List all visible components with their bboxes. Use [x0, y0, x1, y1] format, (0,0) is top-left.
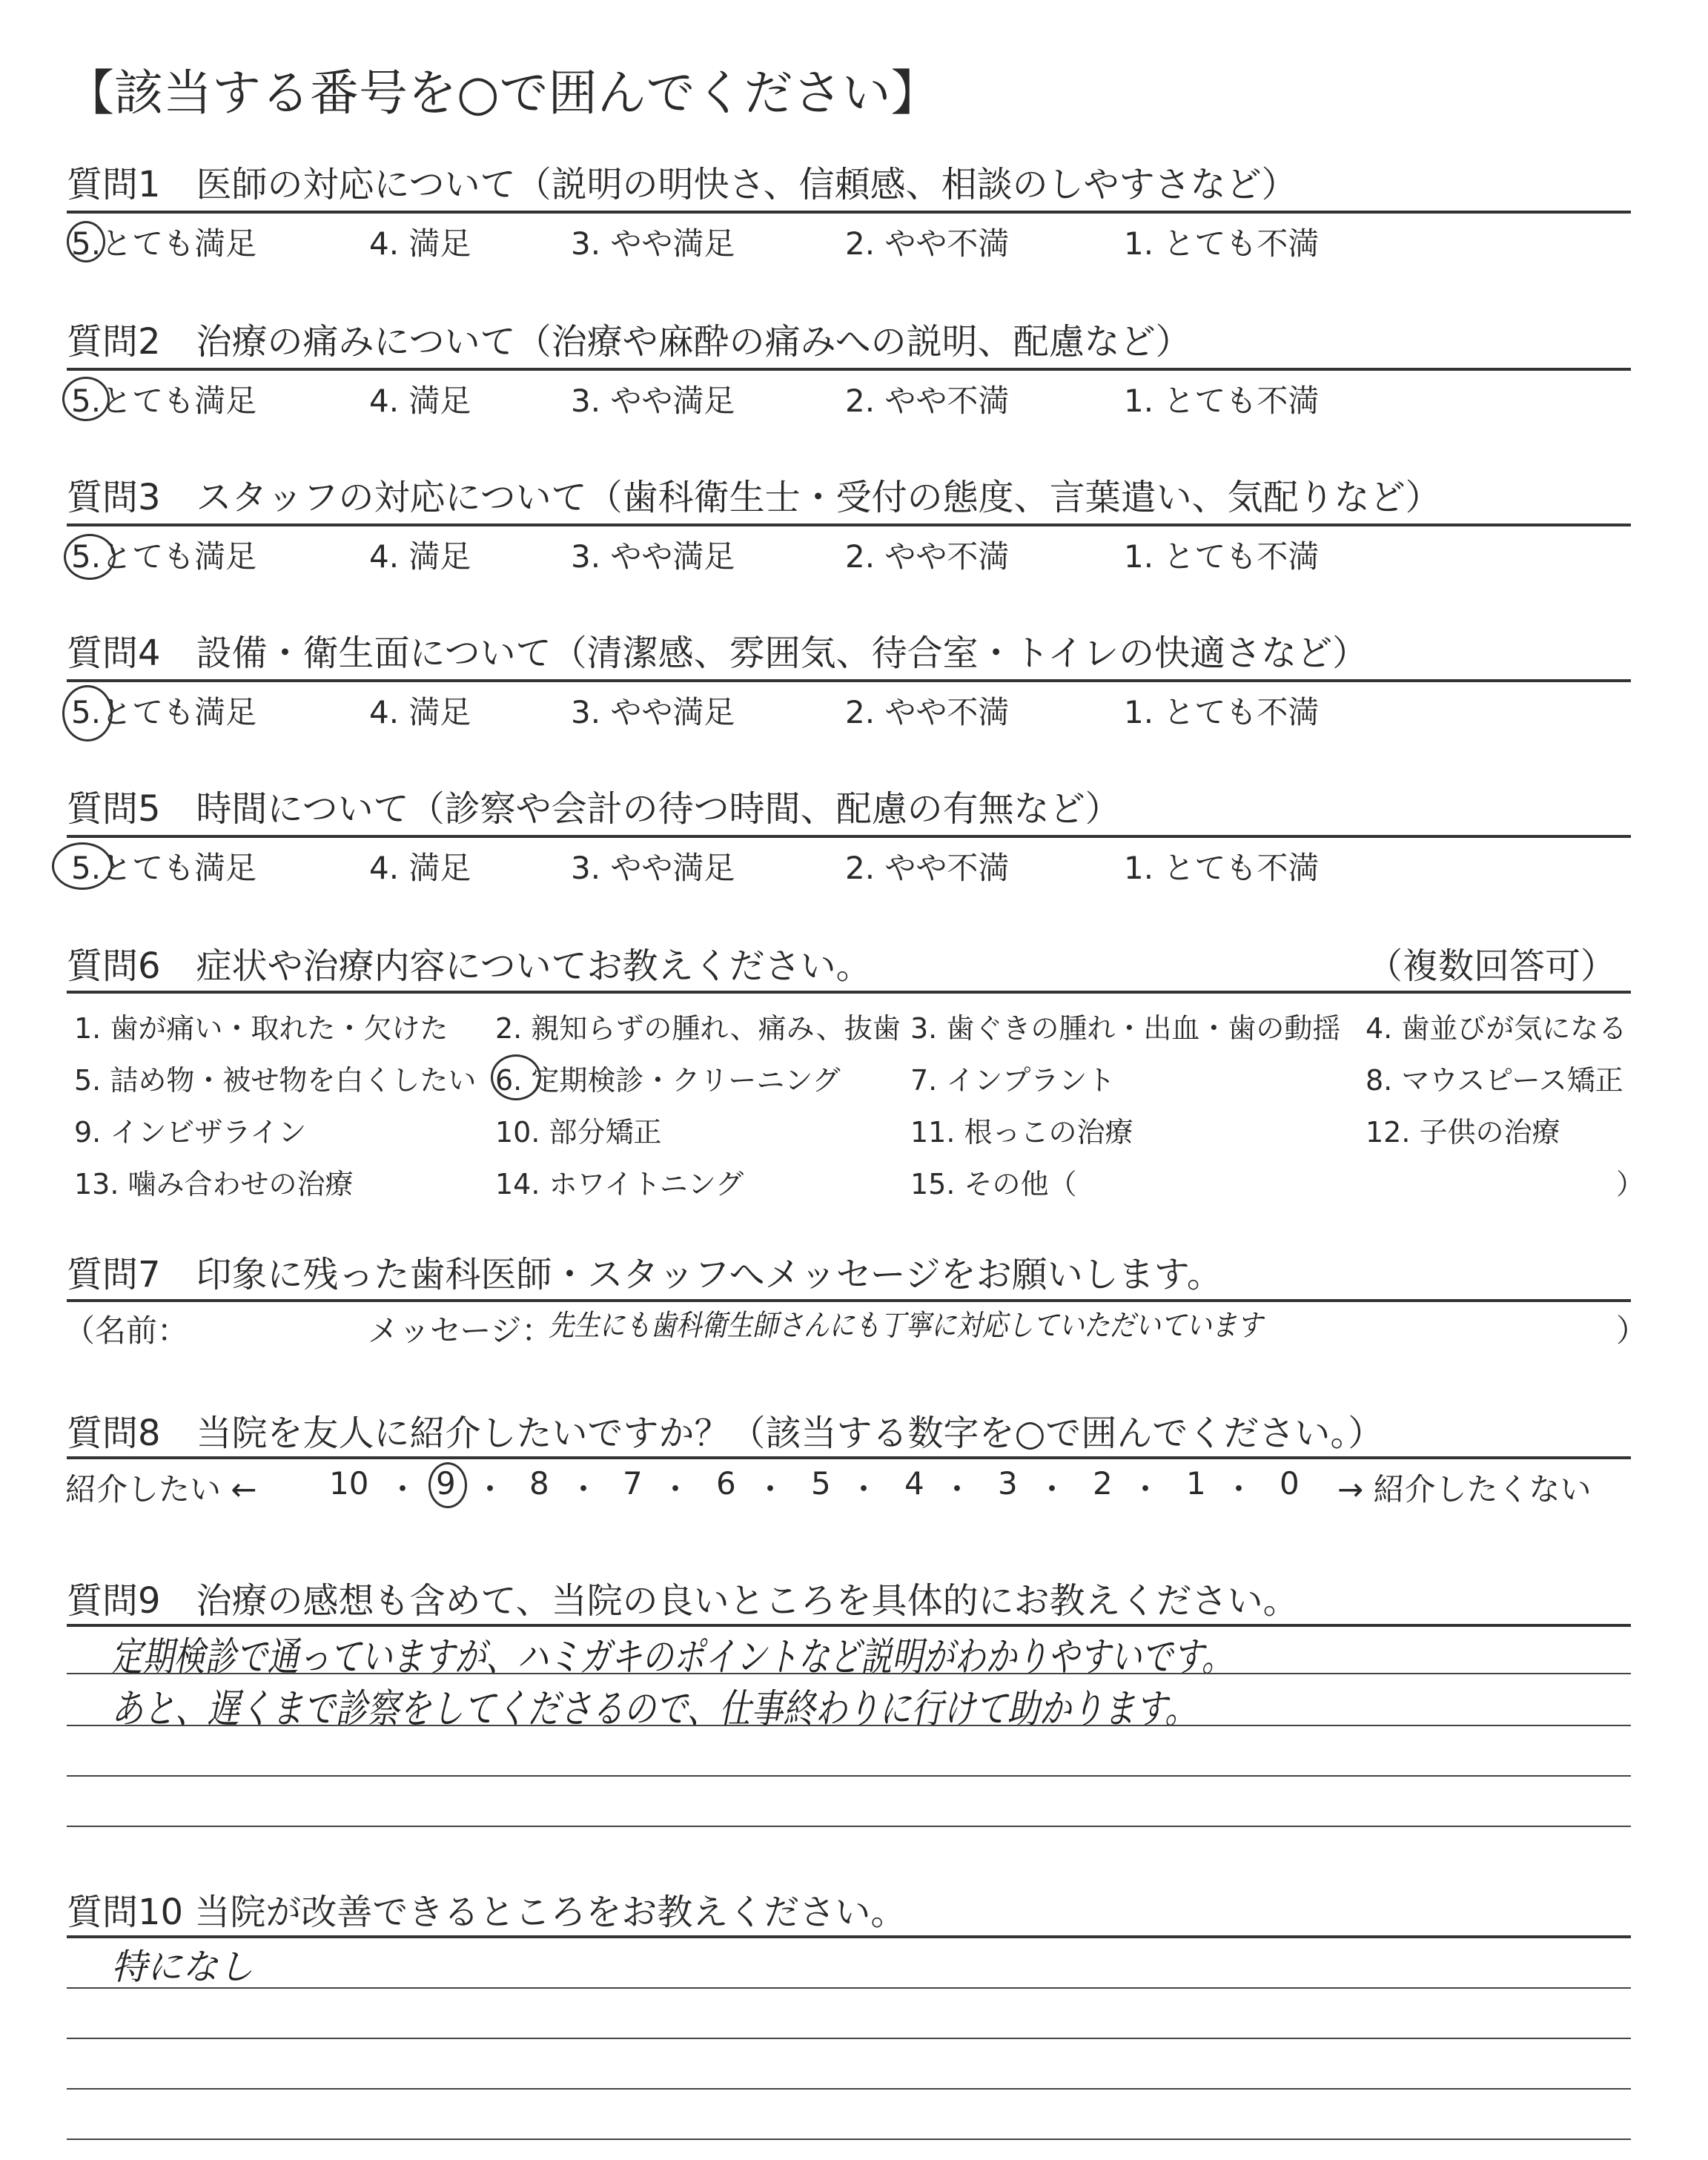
- q8-dot: ・: [474, 1471, 506, 1507]
- q7-message-answer[interactable]: 先生にも歯科衛生師さんにも丁寧に対応していただいています: [549, 1309, 1263, 1343]
- q6-options: [0, 1005, 1708, 1221]
- q10-title: 質問10 当院が改善できるところをお教えください。: [67, 1892, 907, 1933]
- q3-option-4[interactable]: 4. 満足: [369, 538, 471, 575]
- q3-options: [0, 532, 1708, 577]
- q5-option-1[interactable]: 1. とても不満: [1124, 850, 1320, 886]
- q6-option-12[interactable]: 12. 子供の治療: [1366, 1116, 1560, 1149]
- q5-option-3[interactable]: 3. やや満足: [571, 850, 735, 886]
- q1-title: 質問1 医師の対応について（説明の明快さ、信頼感、相談のしやすさなど）: [67, 164, 1297, 205]
- q2-title: 質問2 治療の痛みについて（治療や麻酔の痛みへの説明、配慮など）: [67, 321, 1191, 363]
- q6-option-15[interactable]: 15. その他（: [910, 1168, 1077, 1200]
- q2-option-5[interactable]: 5.とても満足: [71, 383, 257, 419]
- q8-scale-10[interactable]: 10: [329, 1465, 369, 1502]
- q4-option-5[interactable]: 5.とても満足: [71, 694, 257, 730]
- q8-scale-6[interactable]: 6: [716, 1465, 736, 1502]
- q8-scale-4[interactable]: 4: [904, 1465, 924, 1502]
- q9-answer-line-2[interactable]: あと、遅くまで診察をしてくださるので、仕事終わりに行けて助かります。: [111, 1685, 1197, 1732]
- q8-scale-3[interactable]: 3: [998, 1465, 1018, 1502]
- q3-title: 質問3 スタッフの対応について（歯科衛生士・受付の態度、言葉遣い、気配りなど）: [67, 477, 1441, 518]
- q9-answer-line-rule: [67, 1775, 1631, 1777]
- q4-title: 質問4 設備・衛生面について（清潔感、雰囲気、待合室・トイレの快適さなど）: [67, 633, 1368, 674]
- q10-answer-line-rule: [67, 2038, 1631, 2039]
- q6-option-1[interactable]: 1. 歯が痛い・取れた・欠けた: [74, 1012, 448, 1045]
- q2-option-4[interactable]: 4. 満足: [369, 383, 471, 419]
- q7-title: 質問7 印象に残った歯科医師・スタッフへメッセージをお願いします。: [67, 1254, 1222, 1295]
- q5-option-4[interactable]: 4. 満足: [369, 850, 471, 886]
- q9-answer-line-rule: [67, 1673, 1631, 1674]
- q8-scale-2[interactable]: 2: [1093, 1465, 1113, 1502]
- q9-answer-line-1[interactable]: 定期検診で通っていますが、ハミガキのポイントなど説明がわかりやすいです。: [111, 1634, 1233, 1680]
- q6-option-2[interactable]: 2. 親知らずの腫れ、痛み、抜歯: [495, 1012, 901, 1045]
- q6-option-5[interactable]: 5. 詰め物・被せ物を白くしたい: [74, 1064, 477, 1097]
- q7-close-paren: ）: [1616, 1312, 1648, 1349]
- q3-option-5[interactable]: 5.とても満足: [71, 538, 257, 575]
- q8-left-label: 紹介したい ←: [65, 1471, 257, 1507]
- q5-option-5[interactable]: 5.とても満足: [71, 850, 257, 886]
- q8-dot: ・: [848, 1471, 880, 1507]
- q5-rule: [67, 835, 1631, 838]
- q9-title: 質問9 治療の感想も含めて、当院の良いところを具体的にお教えください。: [67, 1580, 1299, 1622]
- q8-dot: ・: [941, 1471, 973, 1507]
- q6-title: 質問6 症状や治療内容についてお教えください。: [67, 945, 872, 987]
- q6-option-13[interactable]: 13. 噛み合わせの治療: [74, 1168, 354, 1200]
- q1-options: [0, 219, 1708, 264]
- q1-option-1[interactable]: 1. とても不満: [1124, 225, 1320, 262]
- q8-scale-1[interactable]: 1: [1186, 1465, 1206, 1502]
- q3-rule: [67, 524, 1631, 526]
- q3-option-2[interactable]: 2. やや不満: [845, 538, 1010, 575]
- q5-options: [0, 844, 1708, 888]
- q6-option-9[interactable]: 9. インビザライン: [74, 1116, 307, 1149]
- q8-dot: ・: [1130, 1471, 1162, 1507]
- q8-right-label: → 紹介したくない: [1337, 1471, 1592, 1507]
- q6-option-7[interactable]: 7. インプラント: [910, 1064, 1116, 1097]
- q7-message-label: メッセージ：: [368, 1312, 553, 1349]
- q1-rule: [67, 211, 1631, 214]
- q2-option-1[interactable]: 1. とても不満: [1124, 383, 1320, 419]
- q5-option-2[interactable]: 2. やや不満: [845, 850, 1010, 886]
- q6-note: （複数回答可）: [1367, 945, 1617, 987]
- q2-rule: [67, 368, 1631, 371]
- q1-option-3[interactable]: 3. やや満足: [571, 225, 735, 262]
- q6-option-15-close: ）: [1616, 1168, 1645, 1200]
- q8-dot: ・: [1036, 1471, 1068, 1507]
- q8-dot: ・: [755, 1471, 787, 1507]
- q10-answer-line-rule: [67, 2088, 1631, 2090]
- q8-title: 質問8 当院を友人に紹介したいですか？（該当する数字を○で囲んでください。）: [67, 1413, 1384, 1454]
- q8-rule: [67, 1456, 1631, 1459]
- q6-option-3[interactable]: 3. 歯ぐきの腫れ・出血・歯の動揺: [910, 1012, 1341, 1045]
- q4-option-2[interactable]: 2. やや不満: [845, 694, 1010, 730]
- q6-option-4[interactable]: 4. 歯並びが気になる: [1366, 1012, 1627, 1045]
- q8-dot: ・: [660, 1471, 692, 1507]
- q10-rule: [67, 1935, 1631, 1938]
- q7-name-label: （名前：: [64, 1312, 189, 1349]
- q4-option-4[interactable]: 4. 満足: [369, 694, 471, 730]
- q8-scale-8[interactable]: 8: [529, 1465, 549, 1502]
- q8-scale-7[interactable]: 7: [623, 1465, 643, 1502]
- q3-option-3[interactable]: 3. やや満足: [571, 538, 735, 575]
- page-title: 【該当する番号を○で囲んでください】: [65, 65, 940, 122]
- q6-option-11[interactable]: 11. 根っこの治療: [910, 1116, 1133, 1149]
- q6-option-8[interactable]: 8. マウスピース矯正: [1366, 1064, 1623, 1097]
- q6-rule: [67, 991, 1631, 994]
- q3-option-1[interactable]: 1. とても不満: [1124, 538, 1320, 575]
- q6-option-10[interactable]: 10. 部分矯正: [495, 1116, 662, 1149]
- q1-option-5[interactable]: 5.とても満足: [71, 225, 257, 262]
- q1-option-4[interactable]: 4. 満足: [369, 225, 471, 262]
- q2-option-3[interactable]: 3. やや満足: [571, 383, 735, 419]
- q4-option-3[interactable]: 3. やや満足: [571, 694, 735, 730]
- q5-title: 質問5 時間について（診察や会計の待つ時間、配慮の有無など）: [67, 788, 1121, 830]
- q8-dot: ・: [568, 1471, 600, 1507]
- q8-scale-5[interactable]: 5: [811, 1465, 831, 1502]
- q10-answer-line-rule: [67, 2138, 1631, 2140]
- q6-option-6[interactable]: 6. 定期検診・クリーニング: [495, 1064, 841, 1097]
- q10-answer[interactable]: 特になし: [111, 1946, 254, 1988]
- q8-scale-row: [0, 1465, 1708, 1510]
- q4-rule: [67, 679, 1631, 682]
- q9-answer-line-rule: [67, 1826, 1631, 1827]
- q8-scale-9[interactable]: 9: [436, 1465, 456, 1502]
- q8-dot: ・: [1223, 1471, 1255, 1507]
- q6-option-14[interactable]: 14. ホワイトニング: [495, 1168, 744, 1200]
- q9-answer-line-rule: [67, 1725, 1631, 1726]
- q1-option-2[interactable]: 2. やや不満: [845, 225, 1010, 262]
- q8-scale-0[interactable]: 0: [1280, 1465, 1300, 1502]
- q8-dot: ・: [387, 1471, 419, 1507]
- q4-option-1[interactable]: 1. とても不満: [1124, 694, 1320, 730]
- q10-answer-line-rule: [67, 1987, 1631, 1989]
- q2-options: [0, 377, 1708, 421]
- q4-options: [0, 688, 1708, 740]
- q2-option-2[interactable]: 2. やや不満: [845, 383, 1010, 419]
